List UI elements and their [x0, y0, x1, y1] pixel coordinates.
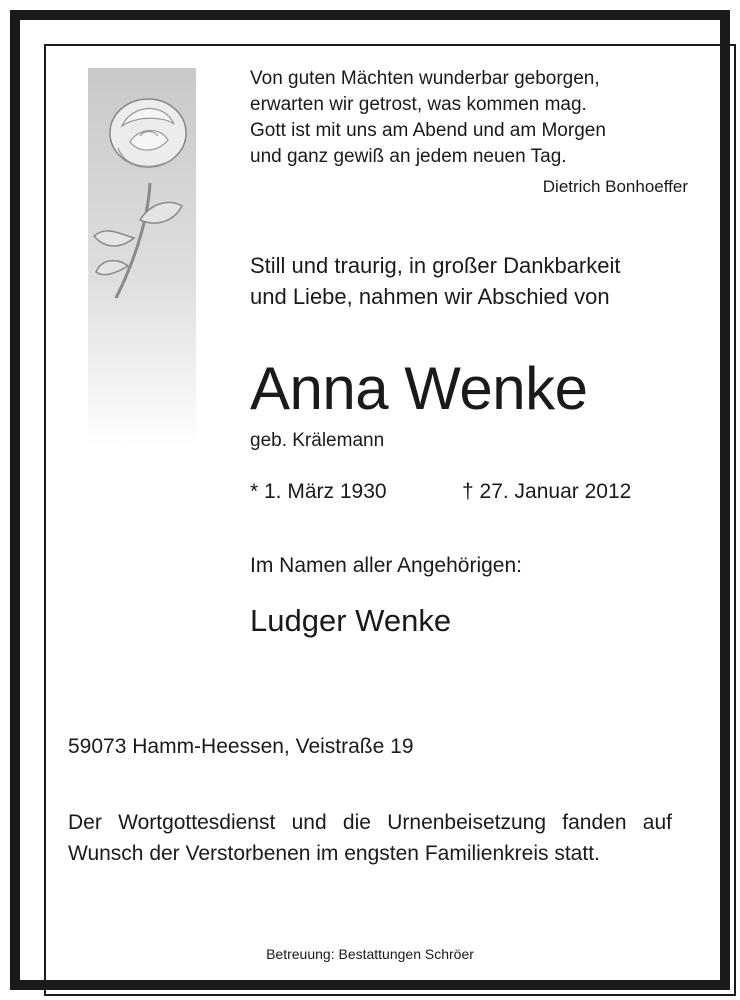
- ceremony-note: Der Wortgottesdienst und die Urnenbeisetzung fanden auf Wunsch der Verstorbenen im engsten Familienkreis statt.: [68, 811, 672, 865]
- poem-line: erwarten wir getrost, was kommen mag.: [250, 94, 587, 115]
- behalf-text: Im Namen aller Angehörigen:: [250, 554, 522, 577]
- intro-line: Still und traurig, in großer Dankbarkeit: [250, 253, 621, 278]
- address: 59073 Hamm-Heessen, Veistraße 19: [68, 735, 414, 758]
- rose-icon: [88, 68, 196, 448]
- intro-text: [250, 250, 621, 312]
- poem-line: und ganz gewiß an jedem neuen Tag.: [250, 146, 567, 167]
- intro-line: und Liebe, nahmen wir Abschied von: [250, 284, 610, 309]
- birth-date: * 1. März 1930: [250, 480, 387, 503]
- poem-line: Von guten Mächten wunderbar geborgen,: [250, 68, 600, 89]
- signer-name: Ludger Wenke: [250, 603, 452, 638]
- maiden-name: geb. Krälemann: [250, 430, 385, 451]
- death-date: † 27. Januar 2012: [462, 480, 632, 503]
- poem-line: Gott ist mit uns am Abend und am Morgen: [250, 120, 606, 141]
- undertaker: Betreuung: Bestattungen Schröer: [266, 946, 474, 962]
- poem-author: Dietrich Bonhoeffer: [542, 177, 688, 196]
- poem: [250, 66, 606, 170]
- deceased-name: Anna Wenke: [250, 355, 588, 422]
